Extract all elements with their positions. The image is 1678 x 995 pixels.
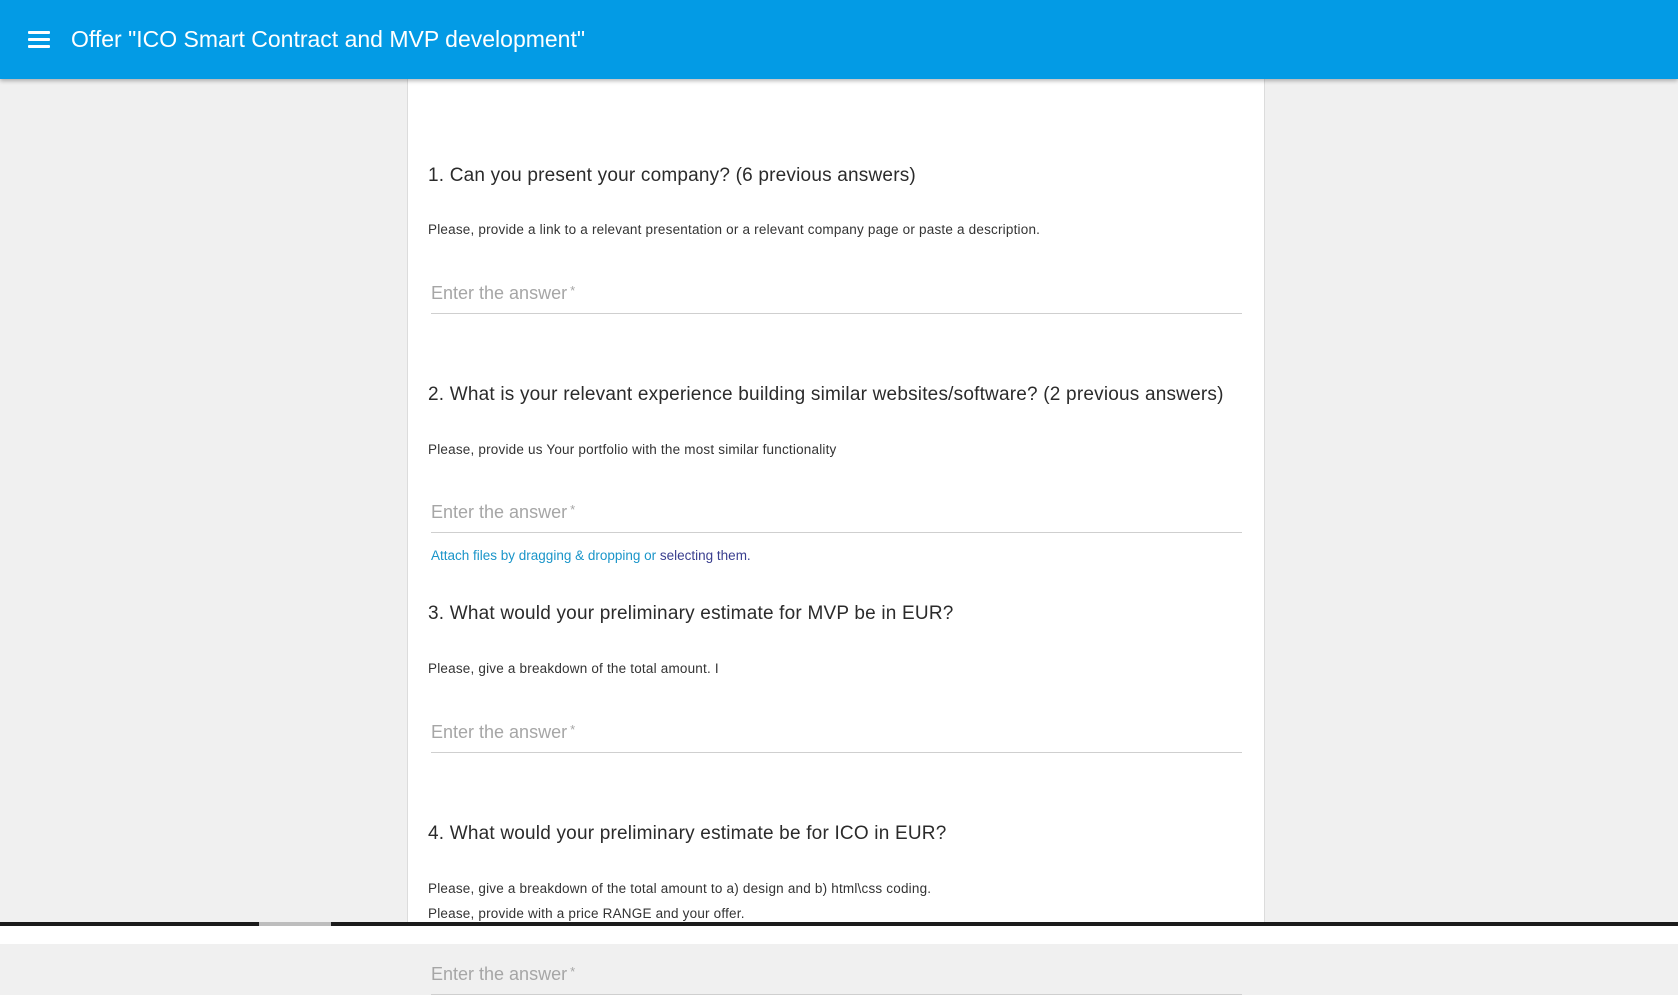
answer-placeholder: Enter the answer [431,502,568,522]
required-marker: * [570,722,576,737]
attach-files-text: Attach files by dragging & dropping or [431,548,660,563]
question-1-title: 1. Can you present your company? (6 previous answers) [428,165,916,186]
attach-files-dropzone[interactable] [431,547,751,565]
question-1-answer-field[interactable] [431,277,1242,314]
question-4-title: 4. What would your preliminary estimate be for ICO in EUR? [428,823,947,844]
question-3-hint-line: Please, give a breakdown of the total amount. I [428,661,719,676]
question-4-hint [428,876,931,926]
answer-placeholder: Enter the answer [431,283,568,303]
question-1-hint [428,217,1040,242]
question-2-hint [428,437,837,462]
question-4-answer-field[interactable] [431,958,1242,995]
hamburger-menu-icon[interactable] [26,28,52,52]
window-bottom-edge [0,926,1678,944]
select-files-link[interactable]: selecting them. [659,548,751,563]
question-1-hint-line: Please, provide a link to a relevant presentation or a relevant company page or paste a description. [428,222,1041,237]
app-bar [0,0,1678,79]
page-title: Offer "ICO Smart Contract and MVP development" [71,26,586,52]
question-2-title: 2. What is your relevant experience building similar websites/software? (2 previous answers) [428,384,1224,405]
required-marker: * [570,502,576,517]
answer-placeholder: Enter the answer [431,722,568,742]
question-2-answer-field[interactable] [431,496,1242,533]
question-2-hint-line: Please, provide us Your portfolio with the most similar functionality [428,442,837,457]
required-marker: * [570,964,576,979]
question-4-hint-line-1: Please, give a breakdown of the total amount to a) design and b) html\css coding. [428,881,932,896]
offer-form [407,79,1265,984]
question-3-answer-field[interactable] [431,716,1242,753]
answer-placeholder: Enter the answer [431,964,568,984]
required-marker: * [570,283,576,298]
question-3-hint [428,656,719,681]
question-4-hint-line-2: Please, provide with a price RANGE and your offer. [428,906,745,921]
question-3-title: 3. What would your preliminary estimate for MVP be in EUR? [428,603,954,624]
